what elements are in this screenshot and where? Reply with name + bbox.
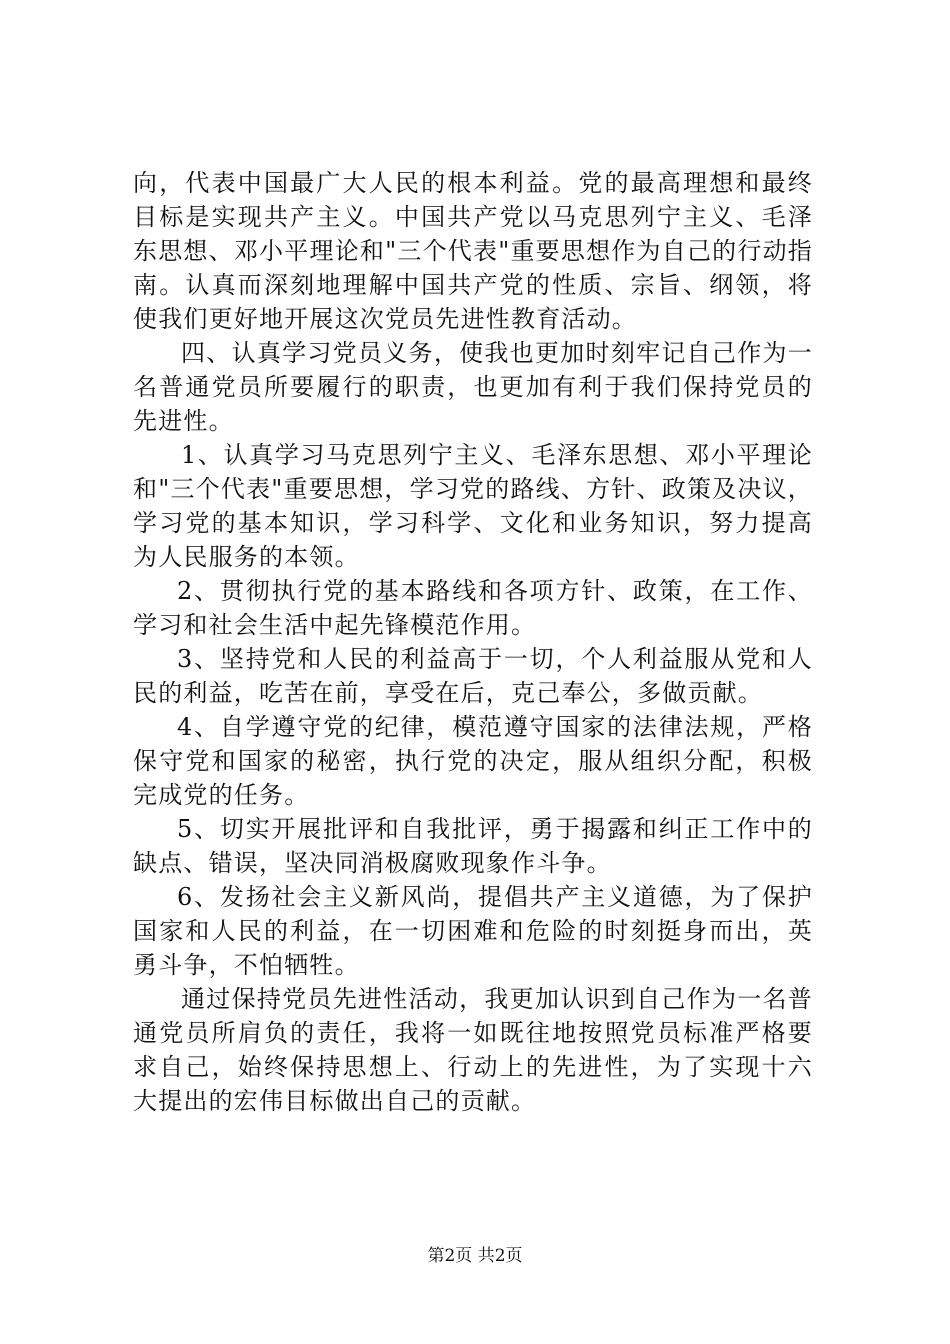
document-body — [133, 166, 813, 1118]
paragraph-duty-1: 1、认真学习马克思列宁主义、毛泽东思想、邓小平理论和"三个代表"重要思想，学习党的路线、方针、政策及决议，学习党的基本知识，学习科学、文化和业务知识，努力提高为人民服务的本领。 — [133, 441, 813, 571]
page-footer: 第2页 共2页 — [427, 1246, 523, 1266]
paragraph-continuation: 向，代表中国最广大人民的根本利益。党的最高理想和最终目标是实现共产主义。中国共产党以马克思列宁主义、毛泽东思想、邓小平理论和"三个代表"重要思想作为自己的行动指南。认真而深刻地理解中国共产党的性质、宗旨、纲领，将使我们更好地开展这次党员先进性教育活动。 — [133, 169, 813, 333]
paragraph-duty-4: 4、自学遵守党的纪律，模范遵守国家的法律法规，严格保守党和国家的秘密，执行党的决定，服从组织分配，积极完成党的任务。 — [133, 713, 813, 809]
paragraph-duty-2: 2、贯彻执行党的基本路线和各项方针、政策，在工作、学习和社会生活中起先锋模范作用。 — [133, 577, 813, 639]
paragraph-section-four: 四、认真学习党员义务，使我也更加时刻牢记自己作为一名普通党员所要履行的职责，也更加有利于我们保持党员的先进性。 — [133, 339, 813, 435]
paragraph-conclusion: 通过保持党员先进性活动，我更加认识到自己作为一名普通党员所肩负的责任，我将一如既往地按照党员标准严格要求自己，始终保持思想上、行动上的先进性，为了实现十六大提出的宏伟目标做出自己的贡献。 — [133, 985, 813, 1115]
paragraph-duty-3: 3、坚持党和人民的利益高于一切，个人利益服从党和人民的利益，吃苦在前，享受在后，克己奉公，多做贡献。 — [133, 645, 813, 707]
paragraph-duty-6: 6、发扬社会主义新风尚，提倡共产主义道德，为了保护国家和人民的利益，在一切困难和危险的时刻挺身而出，英勇斗争，不怕牺牲。 — [133, 883, 813, 979]
paragraph-duty-5: 5、切实开展批评和自我批评，勇于揭露和纠正工作中的缺点、错误，坚决同消极腐败现象作斗争。 — [133, 815, 813, 877]
